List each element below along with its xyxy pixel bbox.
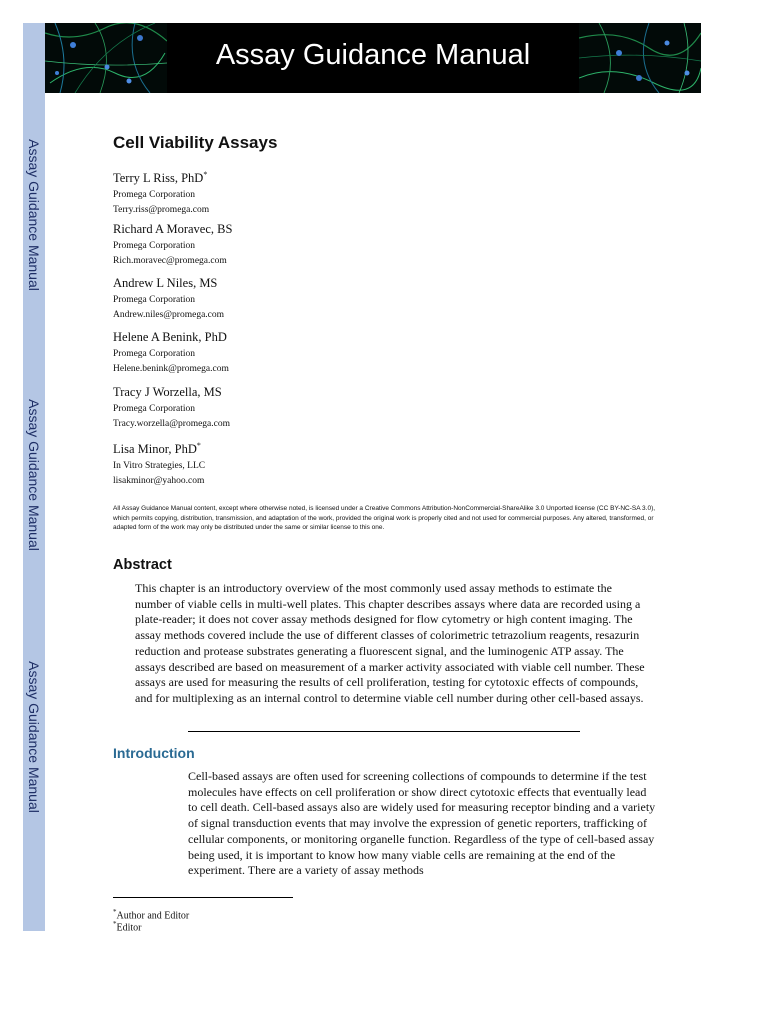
footnote-divider — [113, 897, 293, 898]
author-block — [113, 438, 413, 488]
chapter-title: Cell Viability Assays — [113, 133, 278, 152]
author-name: Tracy J Worzella, MS — [113, 385, 222, 399]
author-name: Andrew L Niles, MS — [113, 276, 218, 290]
abstract-text: This chapter is an introductory overview of the most commonly used assay methods to estimate the number of viable cells in multi-well plates. This chapter describes assays where data are recorded using a plate-reader; it does not cover assay methods designed for flow cytometry or high content imaging. The assay methods covered include the use of different classes of colorimetric tetrazolium reagents, resazurin reduction and protease substrates generating a fluorescent signal, and the luminogenic ATP assay. The assays described are based on measurement of a marker activity associated with viable cell number. These assays are used for measuring the results of cell proliferation, testing for cytotoxic effects of compounds, and for multiplexing as an internal control to determine viable cell number during other cell-based assays. — [135, 581, 645, 705]
author-name: Helene A Benink, PhD — [113, 330, 227, 344]
license-notice: All Assay Guidance Manual content, except where otherwise noted, is licensed under a Creative Commons Attribution-NonCommercial-ShareAlike 3.0 Unported license (CC BY-NC-SA 3.0), which permits copying, distribution, transmission, and adaptation of the work, provided the original work is properly cited and not used for commercial purposes. Any altered, transformed, or adapted form of the work may only be distributed under the same or similar license to this one. — [113, 505, 656, 531]
author-org: Promega Corporation — [113, 295, 196, 305]
sidebar-label-2: Assay Guidance Manual — [26, 399, 42, 551]
banner-title: Assay Guidance Manual — [215, 39, 531, 71]
author-org: Promega Corporation — [113, 404, 196, 414]
footnote — [113, 918, 142, 934]
abstract-heading: Abstract — [113, 557, 172, 573]
author-email[interactable]: Rich.moravec@promega.com — [113, 256, 227, 266]
footnote-text: Editor — [116, 922, 142, 934]
footnote-mark: * — [113, 908, 117, 916]
footnote-text: Author and Editor — [116, 910, 190, 922]
author-block — [113, 276, 413, 322]
author-mark: * — [203, 170, 208, 179]
author-name: Richard A Moravec, BS — [113, 222, 233, 236]
author-org: Promega Corporation — [113, 241, 196, 251]
author-block — [113, 222, 413, 268]
author-name: Terry L Riss, PhD — [113, 171, 204, 186]
introduction-heading: Introduction — [113, 745, 195, 761]
author-email[interactable]: lisakminor@yahoo.com — [113, 476, 205, 487]
author-block — [113, 385, 413, 431]
author-name: Lisa Minor, PhD — [113, 442, 197, 457]
author-mark: * — [196, 441, 201, 450]
author-org: Promega Corporation — [113, 190, 196, 201]
author-block — [113, 167, 413, 217]
author-block — [113, 330, 413, 376]
author-org: In Vitro Strategies, LLC — [113, 461, 206, 472]
author-email[interactable]: Tracy.worzella@promega.com — [113, 419, 230, 429]
author-email[interactable]: Terry.riss@promega.com — [113, 205, 210, 216]
section-divider — [188, 731, 580, 732]
footnote-mark: * — [113, 920, 117, 928]
author-email[interactable]: Andrew.niles@promega.com — [113, 310, 225, 320]
author-org: Promega Corporation — [113, 349, 196, 359]
author-email[interactable]: Helene.benink@promega.com — [113, 364, 229, 374]
sidebar-label-1: Assay Guidance Manual — [26, 139, 42, 291]
sidebar-label-3: Assay Guidance Manual — [26, 661, 42, 813]
header-banner — [45, 23, 701, 93]
introduction-text: Cell-based assays are often used for screening collections of compounds to determine if the test molecules have effects on cell proliferation or show direct cytotoxic effects that eventually lead to cell death. Cell-based assays also are widely used for measuring receptor binding and a variety of signal transduction events that may involve the expression of genetic reporters, trafficking of cellular components, or monitoring organelle function. Regardless of the type of cell-based assay being used, it is important to know how many viable cells are remaining at the end of the experiment. There are a variety of assay methods — [188, 769, 656, 878]
